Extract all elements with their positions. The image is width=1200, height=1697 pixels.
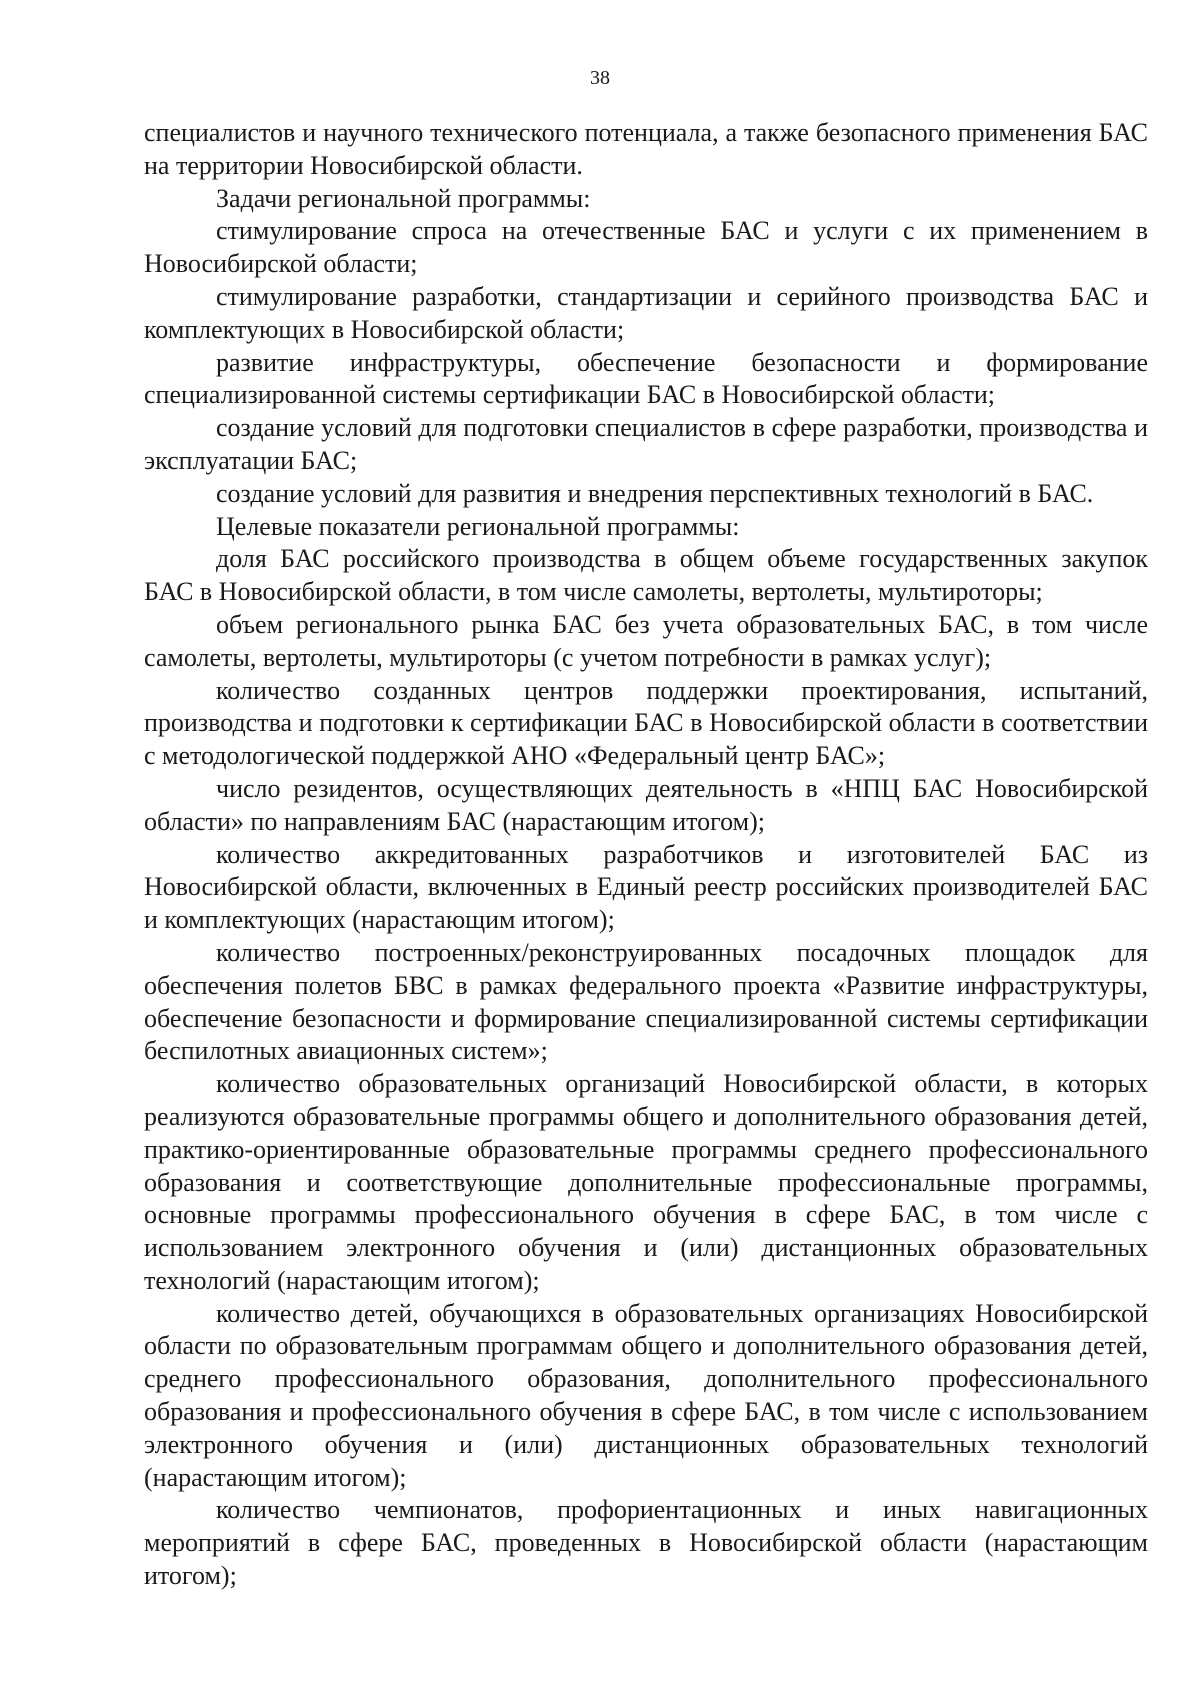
- paragraph-task: стимулирование разработки, стандартизации и серийного производства БАС и комплектующих в Новосибирской области;: [144, 281, 1148, 344]
- paragraph-indicator: число резидентов, осуществляющих деятельность в «НПЦ БАС Новосибирской области» по направлениям БАС (нарастающим итогом);: [144, 773, 1148, 836]
- paragraph-indicator: объем регионального рынка БАС без учета образовательных БАС, в том числе самолеты, вертолеты, мультироторы (с учетом потребности в рамках услуг);: [144, 609, 1148, 672]
- paragraph-indicator: количество детей, обучающихся в образовательных организациях Новосибирской области по образовательным программам общего и дополнительного образования детей, среднего профессионального образования, дополнительного профессионального образования и профессионального обучения в сфере БАС, в том числе с использованием электронного обучения и (или) дистанционных образовательных технологий (нарастающим итогом);: [144, 1298, 1148, 1492]
- paragraph-indicator: количество образовательных организаций Новосибирской области, в которых реализуются образовательные программы общего и дополнительного образования детей, практико-ориентированные образовательные программы среднего профессионального образования и соответствующие дополнительные профессиональные программы, основные программы профессионального обучения в сфере БАС, в том числе с использованием электронного обучения и (или) дистанционных образовательных технологий (нарастающим итогом);: [144, 1069, 1148, 1295]
- paragraph-indicator: доля БАС российского производства в общем объеме государственных закупок БАС в Новосибирской области, в том числе самолеты, вертолеты, мультироторы;: [144, 544, 1148, 607]
- document-body: [144, 117, 1148, 1593]
- paragraph-task: стимулирование спроса на отечественные БАС и услуги с их применением в Новосибирской области;: [144, 216, 1148, 279]
- paragraph-tasks-heading: Задачи региональной программы:: [216, 183, 591, 213]
- paragraph-task: создание условий для подготовки специалистов в сфере разработки, производства и эксплуатации БАС;: [144, 413, 1148, 475]
- paragraph-task: создание условий для развития и внедрения перспективных технологий в БАС.: [216, 478, 1094, 508]
- paragraph-indicator: количество аккредитованных разработчиков и изготовителей БАС из Новосибирской области, включенных в Единый реестр российских производителей БАС и комплектующих (нарастающим итогом);: [144, 839, 1148, 935]
- paragraph-indicator: количество построенных/реконструированных посадочных площадок для обеспечения полетов БВС в рамках федерального проекта «Развитие инфраструктуры, обеспечение безопасности и формирование специализированной системы сертификации беспилотных авиационных систем»;: [144, 937, 1148, 1066]
- paragraph-indicators-heading: Целевые показатели региональной программы:: [216, 511, 740, 541]
- paragraph-indicator: количество чемпионатов, профориентационных и иных навигационных мероприятий в сфере БАС, проведенных в Новосибирской области (нарастающим итогом);: [144, 1495, 1148, 1591]
- paragraph-indicator: количество созданных центров поддержки проектирования, испытаний, производства и подготовки к сертификации БАС в Новосибирской области в соответствии с методологической поддержкой АНО «Федеральный центр БАС»;: [144, 675, 1148, 771]
- page-number: 38: [590, 67, 610, 89]
- paragraph-continuation: специалистов и научного технического потенциала, а также безопасного применения БАС на территории Новосибирской области.: [144, 118, 1148, 180]
- paragraph-task: развитие инфраструктуры, обеспечение безопасности и формирование специализированной системы сертификации БАС в Новосибирской области;: [144, 347, 1148, 410]
